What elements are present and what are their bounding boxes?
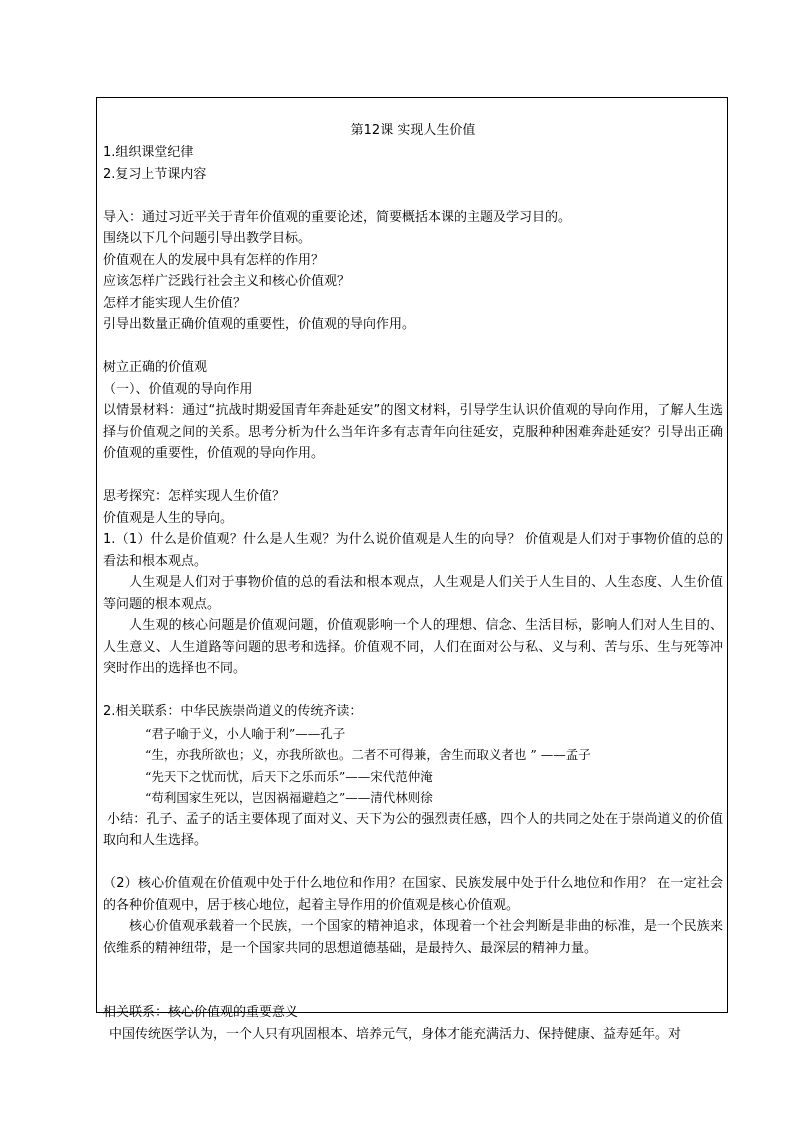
paragraph: 以情景材料：通过“抗战时期爱国青年奔赴延安”的图文材料，引导学生认识价值观的导向作用，了解人生选择与价值观之间的关系。思考分析为什么当年许多有志青年向往延安，克服种种困难奔赴延安？引导出正确价值观的重要性，价值观的导向作用。: [103, 403, 723, 461]
text-line: 引导出数量正确价值观的重要性，价值观的导向作用。: [103, 317, 416, 332]
quote-line: “君子喻于义，小人喻于利”——孔子: [145, 725, 346, 741]
text-line: 相关联系：核心价值观的重要意义: [103, 1005, 299, 1020]
text-line: 中国传统医学认为，一个人只有巩固根本、培养元气，身体才能充满活力、保持健康、益寿延年。对: [109, 1026, 682, 1042]
blank-line: [103, 185, 723, 207]
text-line: 2.复习上节课内容: [103, 166, 207, 182]
paragraph: 核心价值观承载着一个民族，一个国家的精神追求，体现着一个社会判断是非曲的标准，是一个民族来依维系的精神纽带，是一个国家共同的思想道德基础，是最持久、最深层的精神力量。: [103, 919, 723, 956]
blank-line: [103, 680, 723, 702]
quote-line: “先天下之忧而忧，后天下之乐而乐”——宋代范仲淹: [145, 768, 433, 784]
text-line: 怎样才能实现人生价值？: [103, 295, 247, 311]
blank-line: [103, 959, 723, 981]
quote-line: “生，亦我所欲也；义，亦我所欲也。二者不可得兼，舍生而取义者也 ” ——孟子: [145, 747, 591, 762]
paragraph: （2）核心价值观在价值观中处于什么地位和作用？在国家、民族发展中处于什么地位和作用？ 在一定社会的各种价值观中，居于核心地位，起着主导作用的价值观是核心价值观。: [103, 876, 723, 913]
blank-line: [103, 336, 723, 358]
blank-line: [103, 465, 723, 487]
text-line: 围绕以下几个问题引导出教学目标。: [103, 231, 312, 246]
subsection-heading: （一）、价值观的导向作用: [103, 381, 253, 397]
paragraph: 人生观是人们对于事物价值的总的看法和根本观点，人生观是人们关于人生目的、人生态度、人生价值等问题的根本观点。: [103, 575, 723, 612]
text-line: 思考探究：怎样实现人生价值？: [103, 489, 286, 504]
paragraph: 1.（1）什么是价值观？什么是人生观？为什么说价值观是人生的向导？ 价值观是人们对于事物价值的总的看法和根本观点。: [103, 532, 723, 569]
paragraph: 小结：孔子、孟子的话主要体现了面对义、天下为公的强烈责任感，四个人的共同之处在于崇尚道义的价值取向和人生选择。: [103, 811, 723, 848]
blank-line: [103, 852, 723, 874]
text-line: 1.组织课堂纪律: [103, 145, 194, 160]
lesson-content: [103, 120, 723, 1045]
text-line: 价值观是人生的导向。: [103, 510, 234, 526]
blank-line: [103, 981, 723, 1003]
section-heading: 树立正确的价值观: [103, 360, 208, 375]
text-line: 导入：通过习近平关于青年价值观的重要论述，简要概括本课的主题及学习目的。: [103, 209, 572, 225]
lesson-title: 第12课 实现人生价值: [350, 123, 476, 138]
lesson-plan-cell: [96, 97, 728, 1042]
text-line: 价值观在人的发展中具有怎样的作用？: [103, 252, 325, 268]
text-line: 2.相关联系：中华民族崇尚道义的传统齐读：: [103, 704, 363, 719]
text-line: 应该怎样广泛践行社会主义和核心价值观？: [103, 274, 351, 289]
quote-line: “苟利国家生死以，岂因祸福避趋之”——清代林则徐: [145, 790, 433, 805]
paragraph: 人生观的核心问题是价值观问题，价值观影响一个人的理想、信念、生活目标，影响人们对人生目的、人生意义、人生道路等问题的思考和选择。价值观不同，人们在面对公与私、义与利、苦与乐、生与死等冲突时作出的选择也不同。: [103, 618, 723, 676]
